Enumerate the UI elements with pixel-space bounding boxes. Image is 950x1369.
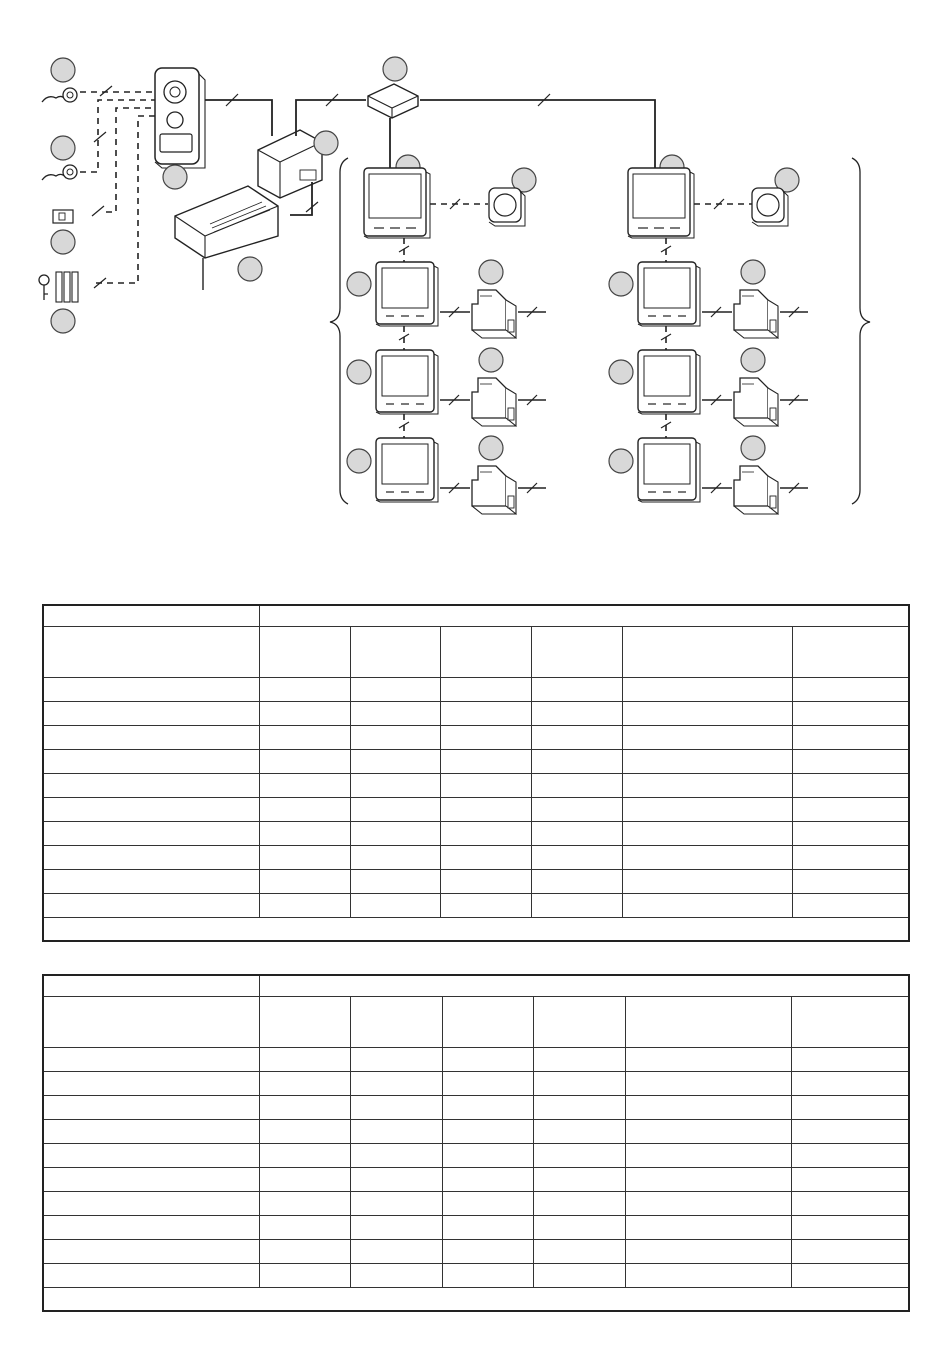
table-header-row	[43, 605, 909, 627]
table-row	[43, 1192, 909, 1216]
table-row	[43, 726, 909, 750]
table-cell	[792, 627, 909, 678]
table-row	[43, 1072, 909, 1096]
wiring-diagram	[0, 0, 950, 560]
table-footer-cell	[43, 1288, 909, 1312]
table-cell	[791, 997, 909, 1048]
table-row	[43, 702, 909, 726]
distributor-unit	[368, 57, 418, 118]
table-row	[43, 1096, 909, 1120]
table-row	[43, 1048, 909, 1072]
monitor-left-3	[347, 350, 438, 414]
table-row	[43, 798, 909, 822]
monitor-right-master	[628, 155, 694, 238]
electric-lock-icon	[51, 210, 75, 254]
table-row	[43, 1216, 909, 1240]
table-cell	[43, 627, 259, 678]
table-column-row	[43, 997, 909, 1048]
table-corner-cell	[43, 605, 259, 627]
relay-right-3	[734, 348, 778, 426]
relay-left-3	[472, 348, 516, 426]
table-cell	[531, 627, 622, 678]
table-cell	[350, 997, 442, 1048]
table-row	[43, 870, 909, 894]
relay-right-4	[734, 436, 778, 514]
sounder-right	[752, 168, 799, 226]
table-row	[43, 1240, 909, 1264]
table-cell	[43, 997, 259, 1048]
monitor-left-master	[364, 155, 430, 238]
table-cell	[442, 997, 533, 1048]
table-footer-row	[43, 918, 909, 942]
wiring-table-2	[42, 974, 910, 1312]
table-row	[43, 846, 909, 870]
left-brace	[330, 158, 348, 504]
table-corner-cell	[43, 975, 259, 997]
push-button-icon-1	[42, 58, 77, 102]
table-row	[43, 1168, 909, 1192]
table-header-cell	[259, 605, 909, 627]
table-cell	[533, 997, 625, 1048]
monitor-left-2	[347, 262, 438, 326]
relay-left-4	[472, 436, 516, 514]
power-supply	[175, 186, 278, 290]
relay-left-2	[472, 260, 516, 338]
monitor-left-4	[347, 438, 438, 502]
table-cell	[625, 997, 791, 1048]
controller-unit	[258, 130, 338, 198]
table-footer-row	[43, 1288, 909, 1312]
wiring-table-1	[42, 604, 910, 942]
table-cell	[259, 627, 350, 678]
key-switch-icon	[39, 272, 78, 333]
push-button-icon-2	[42, 136, 77, 180]
table-cell	[622, 627, 792, 678]
table-row	[43, 1144, 909, 1168]
monitor-right-4	[609, 438, 700, 502]
table-column-row	[43, 627, 909, 678]
right-brace	[852, 158, 870, 504]
table-row	[43, 750, 909, 774]
table-cell	[440, 627, 531, 678]
table-header-cell	[259, 975, 909, 997]
table-row	[43, 1264, 909, 1288]
table-cell	[259, 997, 350, 1048]
monitor-right-2	[609, 262, 700, 326]
table-footer-cell	[43, 918, 909, 942]
relay-right-2	[734, 260, 778, 338]
sounder-left	[489, 168, 536, 226]
table-cell	[350, 627, 440, 678]
table-row	[43, 822, 909, 846]
table-row	[43, 774, 909, 798]
peripheral-wiring	[80, 92, 160, 283]
table-row	[43, 1120, 909, 1144]
monitor-right-3	[609, 350, 700, 414]
table-row	[43, 678, 909, 702]
table-header-row	[43, 975, 909, 997]
door-panel	[155, 68, 205, 189]
table-row	[43, 894, 909, 918]
